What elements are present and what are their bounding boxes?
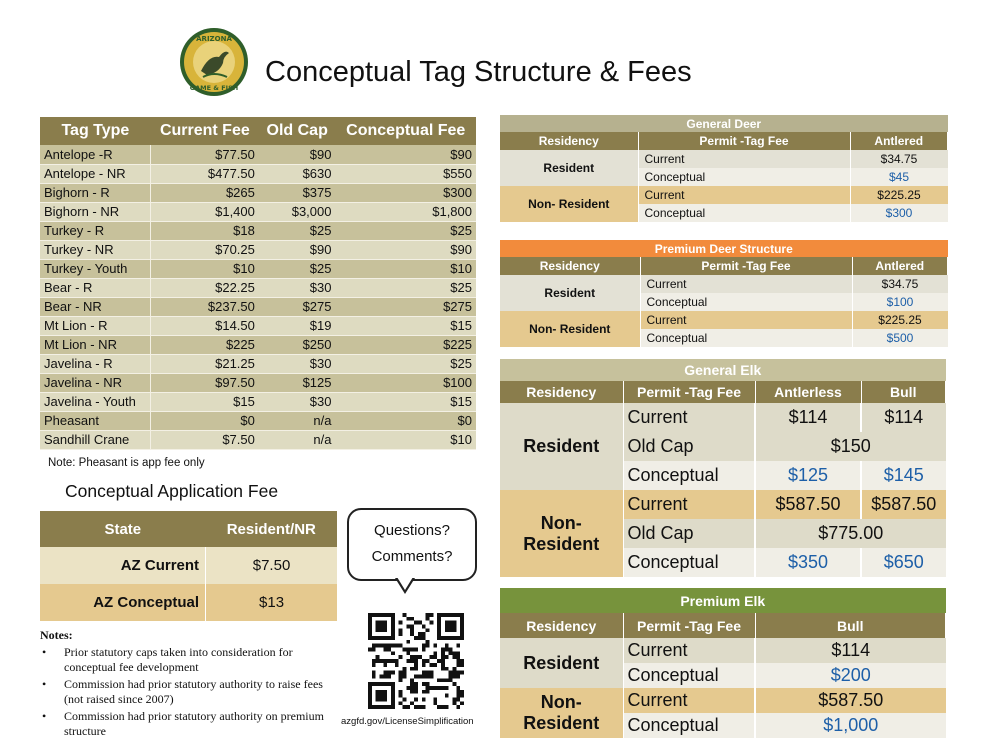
row-value: $225.25 [852,311,948,329]
table-row [40,316,476,335]
row-value: $34.75 [850,150,948,168]
table-row [40,202,476,221]
current-fee-cell: $237.50 [151,297,259,316]
current-fee-cell: $22.25 [151,278,259,297]
old-cap-cell: $90 [259,240,336,259]
pheasant-note: Note: Pheasant is app fee only [48,457,205,469]
antlerless-value: $125 [755,461,861,490]
col-residency: Residency [500,257,640,275]
row-label: Conceptual [623,548,755,577]
page-title: Conceptual Tag Structure & Fees [265,56,692,88]
bull-value: $650 [861,548,946,577]
bull-value: $114 [861,403,946,432]
current-fee-cell: $265 [151,183,259,202]
qr-code-icon[interactable] [368,613,464,709]
col-residency: Residency [500,613,623,638]
row-label: Conceptual [623,663,755,688]
old-cap-cell: $630 [259,164,336,183]
col-permit-tag-fee: Permit -Tag Fee [623,613,755,638]
row-label: Current [640,275,852,293]
bull-value: $200 [755,663,946,688]
resident-label: Resident [500,150,638,186]
application-fee-table [40,511,337,621]
note-item: • Commission had prior statutory authority to raise fees (not raised since 2007) [40,677,330,707]
old-cap-cell: n/a [259,430,336,449]
questions-bubble [347,508,477,581]
col-residency: Residency [500,132,638,150]
row-label: Current [623,638,755,663]
bubble-line: Questions? [374,522,450,539]
col-residency: Residency [500,381,623,403]
current-fee-cell: $7.50 [151,430,259,449]
current-fee-cell: $18 [151,221,259,240]
old-cap-cell: $30 [259,278,336,297]
table-row [40,411,476,430]
tag-type-cell: Javelina - R [40,354,151,373]
table-row [40,183,476,202]
tag-type-cell: Antelope -R [40,145,151,164]
tag-type-cell: Antelope - NR [40,164,151,183]
resident-label: Resident [500,638,623,688]
col-state: State [40,511,206,547]
tag-type-cell: Sandhill Crane [40,430,151,449]
table-row [40,430,476,449]
conceptual-fee-cell: $90 [335,240,476,259]
svg-text:ARIZONA: ARIZONA [196,35,232,43]
conceptual-fee-cell: $25 [335,278,476,297]
table-row [40,221,476,240]
table-row [40,335,476,354]
nonresident-label: Non- Resident [500,311,640,347]
row-value: $300 [850,204,948,222]
current-fee-cell: $21.25 [151,354,259,373]
conceptual-fee-cell: $25 [335,354,476,373]
row-label: Conceptual [638,204,850,222]
general-elk-caption: General Elk [500,359,946,381]
row-label: Old Cap [623,432,755,461]
qr-url[interactable]: azgfd.gov/LicenseSimplification [341,716,474,727]
tag-type-cell: Bighorn - R [40,183,151,202]
tag-type-cell: Turkey - R [40,221,151,240]
conceptual-fee-cell: $25 [335,221,476,240]
table-row [40,297,476,316]
tag-fee-table [40,117,476,450]
arizona-game-fish-logo [179,27,249,97]
bull-value: $587.50 [861,490,946,519]
row-value: $225.25 [850,186,948,204]
row-label: Current [640,311,852,329]
application-fee-title: Conceptual Application Fee [65,481,279,501]
table-row [40,373,476,392]
conceptual-fee-cell: $100 [335,373,476,392]
general-deer-caption: General Deer [500,115,948,132]
col-bull: Bull [755,613,946,638]
tag-type-cell: Pheasant [40,411,151,430]
current-fee-cell: $14.50 [151,316,259,335]
bull-value: $114 [755,638,946,663]
row-label: Old Cap [623,519,755,548]
tag-type-cell: Mt Lion - NR [40,335,151,354]
col-conceptual-fee: Conceptual Fee [335,117,476,145]
app-row-label: AZ Conceptual [40,584,206,621]
conceptual-fee-cell: $0 [335,411,476,430]
current-fee-cell: $70.25 [151,240,259,259]
notes-section [40,628,330,741]
col-resident-nr: Resident/NR [206,511,337,547]
col-permit-tag-fee: Permit -Tag Fee [638,132,850,150]
note-item: • Prior statutory caps taken into consideration for conceptual fee development [40,645,330,675]
current-fee-cell: $77.50 [151,145,259,164]
table-row [40,164,476,183]
old-cap-cell: $30 [259,354,336,373]
bull-value: $587.50 [755,688,946,713]
tag-table-header [40,117,476,145]
row-value: $45 [850,168,948,186]
old-cap-cell: $3,000 [259,202,336,221]
conceptual-fee-cell: $300 [335,183,476,202]
tag-type-cell: Turkey - NR [40,240,151,259]
current-fee-cell: $1,400 [151,202,259,221]
conceptual-fee-cell: $1,800 [335,202,476,221]
row-label: Current [623,688,755,713]
app-row-value: $13 [206,584,337,621]
general-deer-table [500,115,948,222]
tag-type-cell: Bear - NR [40,297,151,316]
old-cap-cell: $19 [259,316,336,335]
table-row [40,547,337,584]
col-antlered: Antlered [852,257,948,275]
current-fee-cell: $97.50 [151,373,259,392]
premium-deer-table [500,240,948,347]
table-row [40,259,476,278]
resident-label: Resident [500,275,640,311]
nonresident-label: Non- Resident [500,688,623,738]
old-cap-cell: n/a [259,411,336,430]
nonresident-label: Non- Resident [500,186,638,222]
table-row [40,354,476,373]
antlerless-value: $350 [755,548,861,577]
old-cap-cell: $30 [259,392,336,411]
note-item: • Commission had prior statutory authority on premium structure [40,709,330,739]
col-antlered: Antlered [850,132,948,150]
resident-label: Resident [500,403,623,490]
old-cap-cell: $25 [259,221,336,240]
table-row [40,584,337,621]
current-fee-cell: $15 [151,392,259,411]
tag-type-cell: Mt Lion - R [40,316,151,335]
old-cap-cell: $250 [259,335,336,354]
premium-deer-caption: Premium Deer Structure [500,240,948,257]
col-permit-tag-fee: Permit -Tag Fee [640,257,852,275]
old-cap-cell: $90 [259,145,336,164]
col-current-fee: Current Fee [151,117,259,145]
antlerless-value: $114 [755,403,861,432]
bull-value: $145 [861,461,946,490]
svg-text:GAME & FISH: GAME & FISH [189,84,239,92]
old-cap-cell: $25 [259,259,336,278]
row-label: Conceptual [623,461,755,490]
col-antlerless: Antlerless [755,381,861,403]
general-elk-table [500,359,946,577]
row-label: Current [623,490,755,519]
tag-type-cell: Javelina - NR [40,373,151,392]
col-permit-tag-fee: Permit -Tag Fee [623,381,755,403]
row-label: Current [623,403,755,432]
conceptual-fee-cell: $15 [335,316,476,335]
tag-type-cell: Bighorn - NR [40,202,151,221]
row-value: $100 [852,293,948,311]
col-bull: Bull [861,381,946,403]
table-row [40,278,476,297]
row-label: Current [638,150,850,168]
conceptual-fee-cell: $275 [335,297,476,316]
tag-type-cell: Bear - R [40,278,151,297]
bull-value: $1,000 [755,713,946,738]
tag-type-cell: Turkey - Youth [40,259,151,278]
col-tag-type: Tag Type [40,117,151,145]
app-row-value: $7.50 [206,547,337,584]
old-cap-cell: $125 [259,373,336,392]
col-old-cap: Old Cap [259,117,336,145]
app-row-label: AZ Current [40,547,206,584]
current-fee-cell: $10 [151,259,259,278]
old-cap-value: $150 [755,432,946,461]
current-fee-cell: $477.50 [151,164,259,183]
current-fee-cell: $0 [151,411,259,430]
row-label: Conceptual [640,293,852,311]
conceptual-fee-cell: $10 [335,430,476,449]
row-label: Conceptual [623,713,755,738]
row-value: $500 [852,329,948,347]
current-fee-cell: $225 [151,335,259,354]
conceptual-fee-cell: $90 [335,145,476,164]
old-cap-value: $775.00 [755,519,946,548]
row-value: $34.75 [852,275,948,293]
premium-elk-table [500,588,946,738]
table-row [40,145,476,164]
table-row [40,392,476,411]
antlerless-value: $587.50 [755,490,861,519]
table-row [40,240,476,259]
conceptual-fee-cell: $225 [335,335,476,354]
old-cap-cell: $275 [259,297,336,316]
conceptual-fee-cell: $550 [335,164,476,183]
bubble-line: Comments? [371,548,453,565]
notes-heading: Notes: [40,628,73,642]
nonresident-label: Non- Resident [500,490,623,577]
tag-type-cell: Javelina - Youth [40,392,151,411]
conceptual-fee-cell: $10 [335,259,476,278]
conceptual-fee-cell: $15 [335,392,476,411]
old-cap-cell: $375 [259,183,336,202]
premium-elk-caption: Premium Elk [500,588,946,613]
bubble-tail-fill [397,577,413,590]
row-label: Current [638,186,850,204]
row-label: Conceptual [638,168,850,186]
row-label: Conceptual [640,329,852,347]
